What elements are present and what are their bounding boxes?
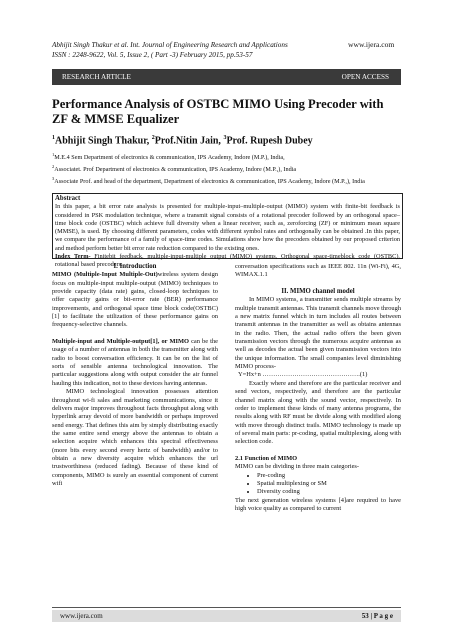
index-terms-text: Finitebit feedback, multiple-input-multiple output (MIMO) systems, Orthogonal space-timeblock code (OSTBC), rotational based precoders. <box>55 253 400 269</box>
list-item: • Pre-coding <box>257 472 401 480</box>
list-item: • Diversity coding <box>257 488 401 496</box>
affiliation-text: Associate Prof. and head of the department, Department of electronics & communication, IPS Academy, Indore (M.P.,), India <box>54 178 365 186</box>
affiliation-sup: 3 <box>52 176 55 182</box>
author-sup: 1 <box>52 135 55 141</box>
affiliation-sup: 1 <box>52 152 55 157</box>
affiliation <box>52 162 401 174</box>
section-title-introduction: I. Introduction <box>113 263 157 270</box>
affiliation-sup: 2 <box>52 164 55 170</box>
author-sup: 3 <box>223 135 227 141</box>
index-terms-label: Index Term- <box>55 253 91 261</box>
author-name: Prof.Nitin Jain, <box>154 135 224 147</box>
mimo-definition-lead: Multiple-input and Multiple-output[1], or MIMO <box>52 338 189 346</box>
intro-paragraph-1 <box>52 271 218 329</box>
equation-1: Y=Hx+n ……………………………………….(1) <box>238 371 368 379</box>
left-column <box>52 263 218 488</box>
abstract-body: In this paper, a bit error rate analysis is presented for multiple-input–multiple-output (MIMO) system with finite-bit feedback is considered in PSK modulation technique, where a transmit signal consists of a rotational precoder followed by an orthogonal space–time block code (OSTBC) which achieve full diversity when a linear receiver, such as, zeroforcing (ZF) or minimum mean square (MMSE), is used. By choosing different parameters, codes with different symbol rates and orthogonally can be obtained .In this paper, we compare the performance of a family of space-time codes. Simulations show how the precoders obtained by our proposed criterion and method perform better bit error rate reduction compared to the existing ones. <box>55 203 400 252</box>
page-footer <box>52 610 401 622</box>
affiliations <box>52 150 401 186</box>
citation-line-1: Abhijit Singh Thakur et al. Int. Journal of Engineering Research and Applications <box>52 41 288 49</box>
subsection-title-function: 2.1 Function of MIMO <box>235 454 298 462</box>
citation-header <box>52 40 288 60</box>
continued-paragraph: conversation specifications such as IEEE 802. 11n (Wi-Fi), 4G, WIMAX.1.1 <box>235 263 401 279</box>
affiliation <box>52 150 401 162</box>
channel-paragraph-1: In MIMO systems, a transmitter sends multiple streams by multiple transmit antennas. This transmit channels move through a new matrix funnel which in turn includes all routes between transmit antennas in the transmitter as well as obtains antennas in the radio. Then, the actual radio offers the been given transmission vectors through the numerous acquire antennas as well as decodes the actual been given transmission vectors into the unique information. The small companies level diminishing MIMO process- <box>235 296 402 371</box>
intro-paragraph-2 <box>52 338 218 388</box>
research-article-label: RESEARCH ARTICLE <box>62 73 131 81</box>
footer-site-link[interactable]: www.ijera.com <box>60 612 103 620</box>
affiliation-text: Associatet. Prof Department of electronics & communication, IPS Academy, Indore (M.P.,), India <box>54 166 297 174</box>
intro-lead: MIMO (Multiple-Input Multiple-Out) <box>52 271 158 279</box>
intro-paragraph-3: MIMO technological innovation possesses attention throughout wi-fi sales and marketing communications, since it delivers major improves throughout facts throughput along with hyperlink array devoid of more bandwidth or perhaps improved send energy. That defines this aim by simply distributing exactly the same entire send energy above the antennas to obtain a selection acquire which enhances this spectral effectiveness (more bits every second every hertz of bandwidth) and/or to obtain a new diversity acquire which enhances the url trustworthiness (reduced fading). Because of these kind of components, MIMO is surely an essential component of current wifi <box>52 388 218 487</box>
category-list <box>235 472 401 497</box>
intro-text-1: wireless system design focus on multiple-input multiple-output (MIMO) techniques to provide capacity (data rate) gains, closed-loop techniques to offer capacity gains or bit-error rate (BER) performance improvements, and orthogonal space time block code(OSTBC)[1] to facilitate the utilization of these performance gains on frequency-selective channels. <box>52 271 218 329</box>
author-sup: 2 <box>151 135 155 141</box>
next-gen-paragraph: The next generation wireless systems [4]are required to have high voice quality as compared to current <box>235 496 401 512</box>
section-title-channel-model: II. MIMO channel model <box>281 288 355 296</box>
paper-title: Performance Analysis of OSTBC MIMO Using Precoder with ZF & MMSE Equalizer <box>52 97 384 126</box>
article-type-band <box>52 69 401 85</box>
affiliation <box>52 174 401 186</box>
journal-site[interactable]: www.ijera.com <box>348 40 395 49</box>
affiliation-text: M.E.4 Sem Department of electronics & communication, IPS Academy, Indore (M.P.), India, <box>54 154 285 162</box>
footer-divider <box>52 607 401 608</box>
author-list <box>52 135 313 146</box>
author-name: Prof. Rupesh Dubey <box>226 135 313 147</box>
open-access-label: OPEN ACCESS <box>341 73 389 81</box>
intro-text-2: can be the usage of a number of antennas in both the transmitter along with radio to boost conversation efficiency. It can be on the list of sorts of sensible antenna technological innovation. The particular suggestions along with output consider the air funnel hauling this indication, not to these devices having antennas. <box>52 338 218 387</box>
abstract-heading: Abstract <box>55 195 81 202</box>
list-item: • Spatial multiplexing or SM <box>257 480 401 488</box>
page-number: 53 | P a g e <box>361 612 393 620</box>
right-column <box>235 263 401 513</box>
subsection-intro: MIMO can be dividing in three main categories- <box>235 463 360 471</box>
channel-paragraph-2: Exactly where and therefore are the particular receiver and send vectors, respectively, and therefore are the particular channel matrix along with the sound vector, respectively. In order to implement these kinds of many antenna programs, the results along with RF must be divide along with modified along with move through distinct trails. MIMO technology is made up of several main parts: pr-coding, spatial multiplexing, along with selection code. <box>235 379 401 446</box>
citation-line-2: ISSN : 2248-9622, Vol. 5, Issue 2, ( Part -3) February 2015, pp.53-57 <box>52 51 253 59</box>
author-name: Abhijit Singh Thakur, <box>55 135 152 147</box>
